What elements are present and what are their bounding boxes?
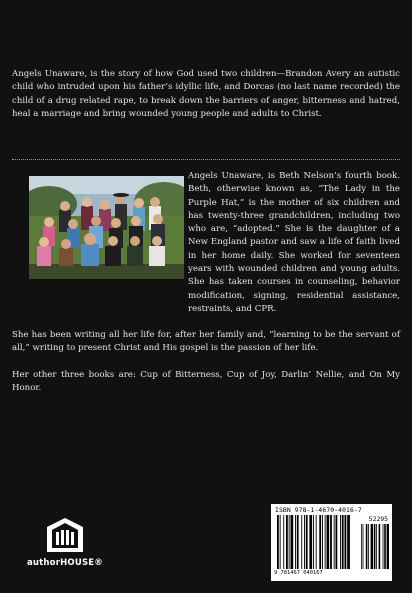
isbn-label: ISBN 978-1-4670-4016-7 bbox=[275, 506, 362, 514]
publisher-name: authorHOUSE® bbox=[26, 558, 103, 568]
house-logo-icon bbox=[22, 518, 108, 558]
section-divider bbox=[12, 159, 400, 160]
price-code: 52295 bbox=[368, 515, 388, 523]
synopsis-paragraph: Angels Unaware, is the story of how God used two children—Brandon Avery an autistic child who intruded upon his father’s idyllic life, and Dorcas (no last name recorded) the child of a drug related rape, to break down the barriers of anger, bitterness and hatred, heal a marriage and bring wounded young people and adults to Christ. bbox=[12, 69, 400, 119]
family-photo-image bbox=[29, 176, 184, 279]
other-books-paragraph: Her other three books are: Cup of Bitterness, Cup of Joy, Darlin’ Nellie, and On My Honor. bbox=[12, 370, 400, 394]
isbn-barcode bbox=[271, 504, 392, 581]
publisher-logo bbox=[22, 518, 108, 578]
writing-paragraph: She has been writing all her life for, after her family and, “learning to be the servant of all,” writing to present Christ and His gospel is the passion of her life. bbox=[12, 330, 400, 354]
author-bio-text: Angels Unaware, is Beth Nelson’s fourth book. Beth, otherwise known as, “The Lady in the Purple Hat,” is the mother of six children and has twenty-three grandchildren, including two who are, “adopted.” She is the daughter of a New England pastor and saw a life of faith lived in her home daily. She worked for seventeen years with wounded children and young adults. She has taken courses in counseling, behavior modification, signing, residential assistance, restraints, and CPR. bbox=[188, 171, 400, 314]
barcode-digits: 9 781467 040167 bbox=[274, 570, 323, 576]
author-bio-paragraph bbox=[188, 170, 400, 316]
author-family-photo bbox=[29, 176, 184, 279]
